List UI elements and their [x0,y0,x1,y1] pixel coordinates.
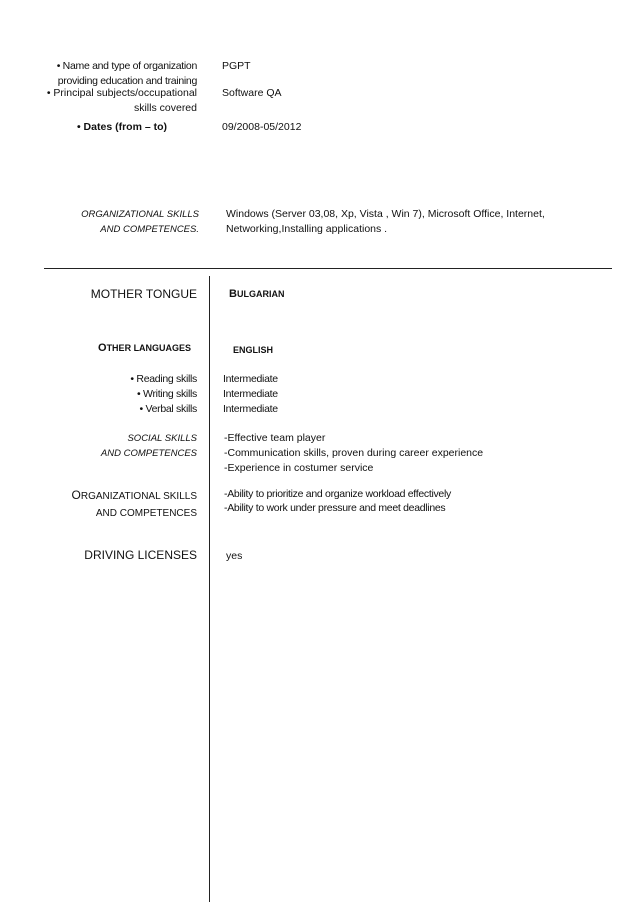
education-subjects-label [30,86,197,116]
org-skills-top-value-line1: Windows (Server 03,08, Xp, Vista , Win 7), Microsoft Office, Internet, [226,208,545,220]
org-skills-bottom-label-rest: RGANIZATIONAL SKILLS [80,491,197,502]
education-org-value: PGPT [222,60,251,72]
other-languages-label-initial: O [98,342,107,354]
social-skills-item: -Effective team player [224,432,326,444]
mother-tongue-value-initial: B [229,288,237,300]
section-divider-horizontal [44,268,612,269]
org-skills-bottom-label-line2: AND COMPETENCES [95,508,197,519]
social-skills-item: -Communication skills, proven during career experience [224,447,484,459]
driving-licenses-value: yes [226,550,243,562]
education-org-label-line2: providing education and training [57,75,197,87]
org-skills-bottom-item: -Ability to prioritize and organize workload effectively [224,488,451,500]
verbal-skills-value: Intermediate [223,403,278,415]
education-dates-label: • Dates (from – to) [76,121,167,133]
other-languages-label [98,341,191,356]
reading-skills-value: Intermediate [223,373,278,385]
org-skills-top-value [226,207,606,237]
education-subjects-label-line1: • Principal subjects/occupational [46,87,197,99]
writing-skills-value: Intermediate [223,388,278,400]
mother-tongue-value [229,287,284,302]
verbal-skills-label: • Verbal skills [139,403,197,415]
column-divider-vertical [209,276,210,902]
mother-tongue-label: MOTHER TONGUE [90,287,197,301]
org-skills-top-label [30,207,199,237]
other-languages-label-rest: THER LANGUAGES [106,343,192,353]
social-skills-label-line2: AND COMPETENCES [100,448,197,459]
education-org-label [30,59,197,89]
org-skills-bottom-item: -Ability to work under pressure and meet deadlines [224,502,446,514]
education-org-label-line1: • Name and type of organization [56,60,197,72]
org-skills-top-label-line1: ORGANIZATIONAL SKILLS [81,209,199,220]
social-skills-label-line1: SOCIAL SKILLS [127,433,197,444]
org-skills-top-label-line2: AND COMPETENCES. [100,224,199,235]
writing-skills-label: • Writing skills [137,388,197,400]
social-skills-item: -Experience in costumer service [224,462,374,474]
social-skills-list [224,431,604,476]
org-skills-bottom-label-initial: O [71,488,81,502]
org-skills-top-value-line2: Networking,Installing applications . [226,223,388,235]
reading-skills-label: • Reading skills [130,373,197,385]
mother-tongue-value-rest: ULGARIAN [236,289,285,299]
org-skills-bottom-label [30,488,197,521]
org-skills-bottom-label-line1 [30,488,197,504]
social-skills-label [30,431,197,461]
education-subjects-label-line2: skills covered [133,102,197,114]
driving-licenses-label: DRIVING LICENSES [84,548,197,562]
other-languages-value: ENGLISH [233,345,274,355]
education-dates-value: 09/2008-05/2012 [222,121,302,133]
education-subjects-value: Software QA [222,87,282,99]
org-skills-bottom-list [224,487,604,515]
